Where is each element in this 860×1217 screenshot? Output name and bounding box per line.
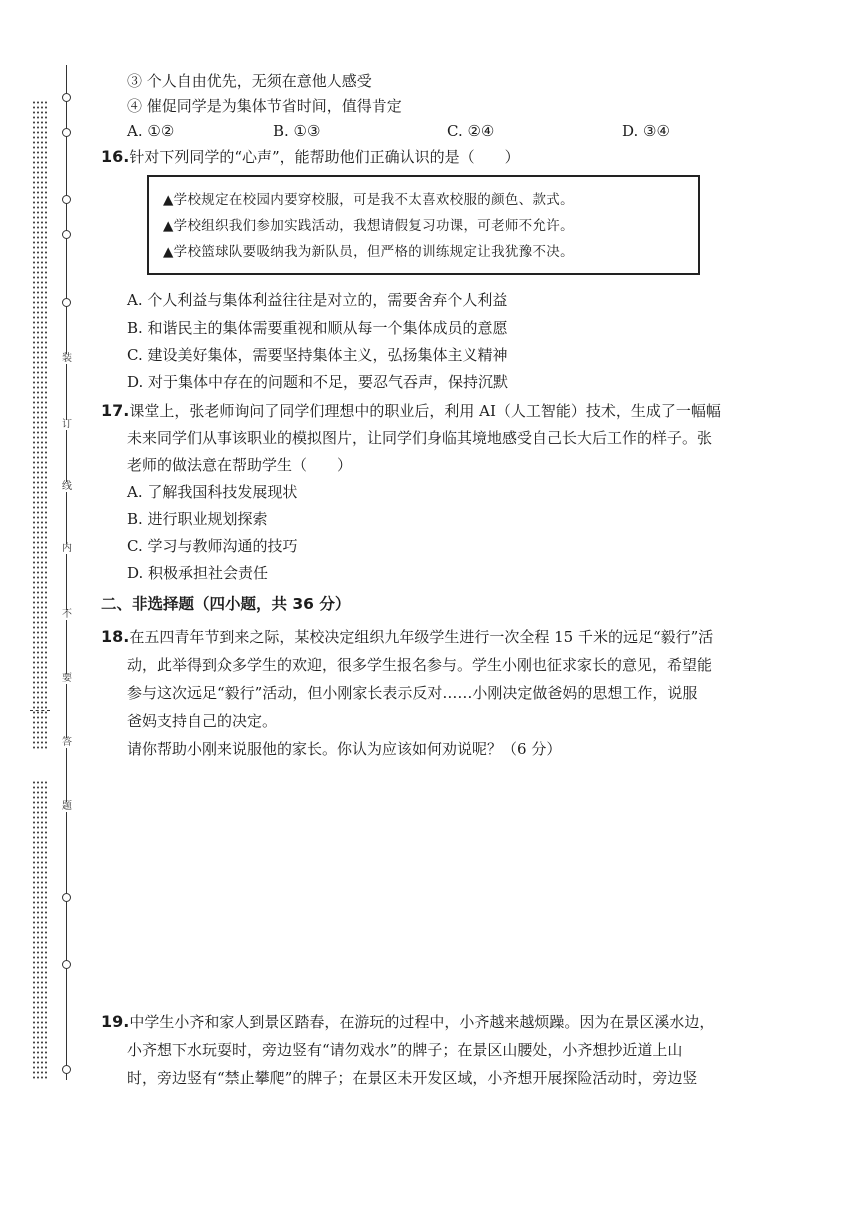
q16-voice-2: ▲学校组织我们参加实践活动，我想请假复习功课，可老师不允许。 bbox=[163, 218, 574, 234]
q16-voice-1: ▲学校规定在校园内要穿校服，可是我不太喜欢校服的颜色、款式。 bbox=[163, 192, 574, 208]
binding-dots-bottom bbox=[32, 780, 48, 1080]
binding-char: 内 bbox=[62, 543, 72, 554]
q15-option-c: C. ②④ bbox=[447, 122, 495, 140]
q17-number: 17. bbox=[101, 401, 130, 420]
q17-line-3: 老师的做法意在帮助学生（ ） bbox=[127, 456, 353, 474]
binding-hole-icon bbox=[62, 128, 71, 137]
q18-line-1-text: 在五四青年节到来之际，某校决定组织九年级学生进行一次全程 15 千米的远足“毅行”活 bbox=[129, 628, 714, 646]
binding-dots-top bbox=[32, 100, 48, 750]
binding-char: 答 bbox=[62, 737, 72, 748]
q18-number: 18. bbox=[101, 627, 130, 646]
q16-option-a: A. 个人利益与集体利益往往是对立的，需要舍弃个人利益 bbox=[127, 291, 508, 309]
q18-line-4: 爸妈支持自己的决定。 bbox=[127, 712, 278, 730]
q15-option-a: A. ①② bbox=[127, 122, 175, 140]
q16-option-c: C. 建设美好集体，需要坚持集体主义，弘扬集体主义精神 bbox=[127, 346, 508, 364]
binding-dash-mark bbox=[30, 710, 50, 711]
q17-option-c: C. 学习与教师沟通的技巧 bbox=[127, 537, 298, 555]
binding-hole-icon bbox=[62, 195, 71, 204]
binding-hole-icon bbox=[62, 93, 71, 102]
q18-prompt: 请你帮助小刚来说服他的家长。你认为应该如何劝说呢？（6 分） bbox=[127, 740, 562, 758]
binding-hole-icon bbox=[62, 298, 71, 307]
section-heading: 二、非选择题（四小题，共 36 分） bbox=[101, 595, 351, 613]
q19-number: 19. bbox=[101, 1012, 130, 1031]
binding-char: 题 bbox=[62, 801, 72, 812]
q19-line-2: 小齐想下水玩耍时，旁边竖有“请勿戏水”的牌子；在景区山腰处，小齐想抄近道上山 bbox=[127, 1041, 683, 1059]
q16-option-d: D. 对于集体中存在的问题和不足，要忍气吞声，保持沉默 bbox=[127, 373, 509, 391]
binding-char: 线 bbox=[62, 481, 72, 492]
q17-line-1-text: 课堂上，张老师询问了同学们理想中的职业后，利用 AI（人工智能）技术，生成了一幅幅 bbox=[129, 402, 721, 420]
q15-option-b: B. ①③ bbox=[273, 122, 321, 140]
q16-voice-box bbox=[147, 175, 700, 275]
q19-line-3: 时，旁边竖有“禁止攀爬”的牌子；在景区未开发区域，小齐想开展探险活动时，旁边竖 bbox=[127, 1069, 698, 1087]
binding-margin bbox=[0, 60, 80, 1110]
binding-char: 装 bbox=[62, 353, 72, 364]
q16-number: 16. bbox=[101, 147, 130, 166]
q17-line-2: 未来同学们从事该职业的模拟图片，让同学们身临其境地感受自己长大后工作的样子。张 bbox=[127, 429, 713, 447]
binding-hole-icon bbox=[62, 960, 71, 969]
q15-item-3: ③ 个人自由优先，无须在意他人感受 bbox=[127, 72, 372, 90]
q16-stem-text: 针对下列同学的“心声”，能帮助他们正确认识的是（ ） bbox=[129, 148, 520, 166]
q18-line-1 bbox=[101, 627, 713, 647]
q16-voice-3: ▲学校篮球队要吸纳我为新队员，但严格的训练规定让我犹豫不决。 bbox=[163, 244, 574, 260]
binding-hole-icon bbox=[62, 230, 71, 239]
q17-option-a: A. 了解我国科技发展现状 bbox=[127, 483, 298, 501]
q18-line-2: 动，此举得到众多学生的欢迎，很多学生报名参与。学生小刚也征求家长的意见，希望能 bbox=[127, 656, 713, 674]
q18-line-3: 参与这次远足“毅行”活动，但小刚家长表示反对……小刚决定做爸妈的思想工作，说服 bbox=[127, 684, 698, 702]
q15-item-4: ④ 催促同学是为集体节省时间，值得肯定 bbox=[127, 97, 402, 115]
q16-stem bbox=[101, 147, 520, 167]
q19-line-1-text: 中学生小齐和家人到景区踏春，在游玩的过程中，小齐越来越烦躁。因为在景区溪水边， bbox=[129, 1013, 715, 1031]
q15-option-d: D. ③④ bbox=[622, 122, 670, 140]
binding-char: 要 bbox=[62, 673, 72, 684]
binding-char: 订 bbox=[62, 419, 72, 430]
q17-option-d: D. 积极承担社会责任 bbox=[127, 564, 269, 582]
binding-hole-icon bbox=[62, 893, 71, 902]
binding-hole-icon bbox=[62, 1065, 71, 1074]
q17-line-1 bbox=[101, 401, 721, 421]
q16-option-b: B. 和谐民主的集体需要重视和顺从每一个集体成员的意愿 bbox=[127, 319, 508, 337]
q17-option-b: B. 进行职业规划探索 bbox=[127, 510, 268, 528]
binding-line bbox=[66, 65, 67, 1080]
binding-char: 不 bbox=[62, 609, 72, 620]
q19-line-1 bbox=[101, 1012, 714, 1032]
